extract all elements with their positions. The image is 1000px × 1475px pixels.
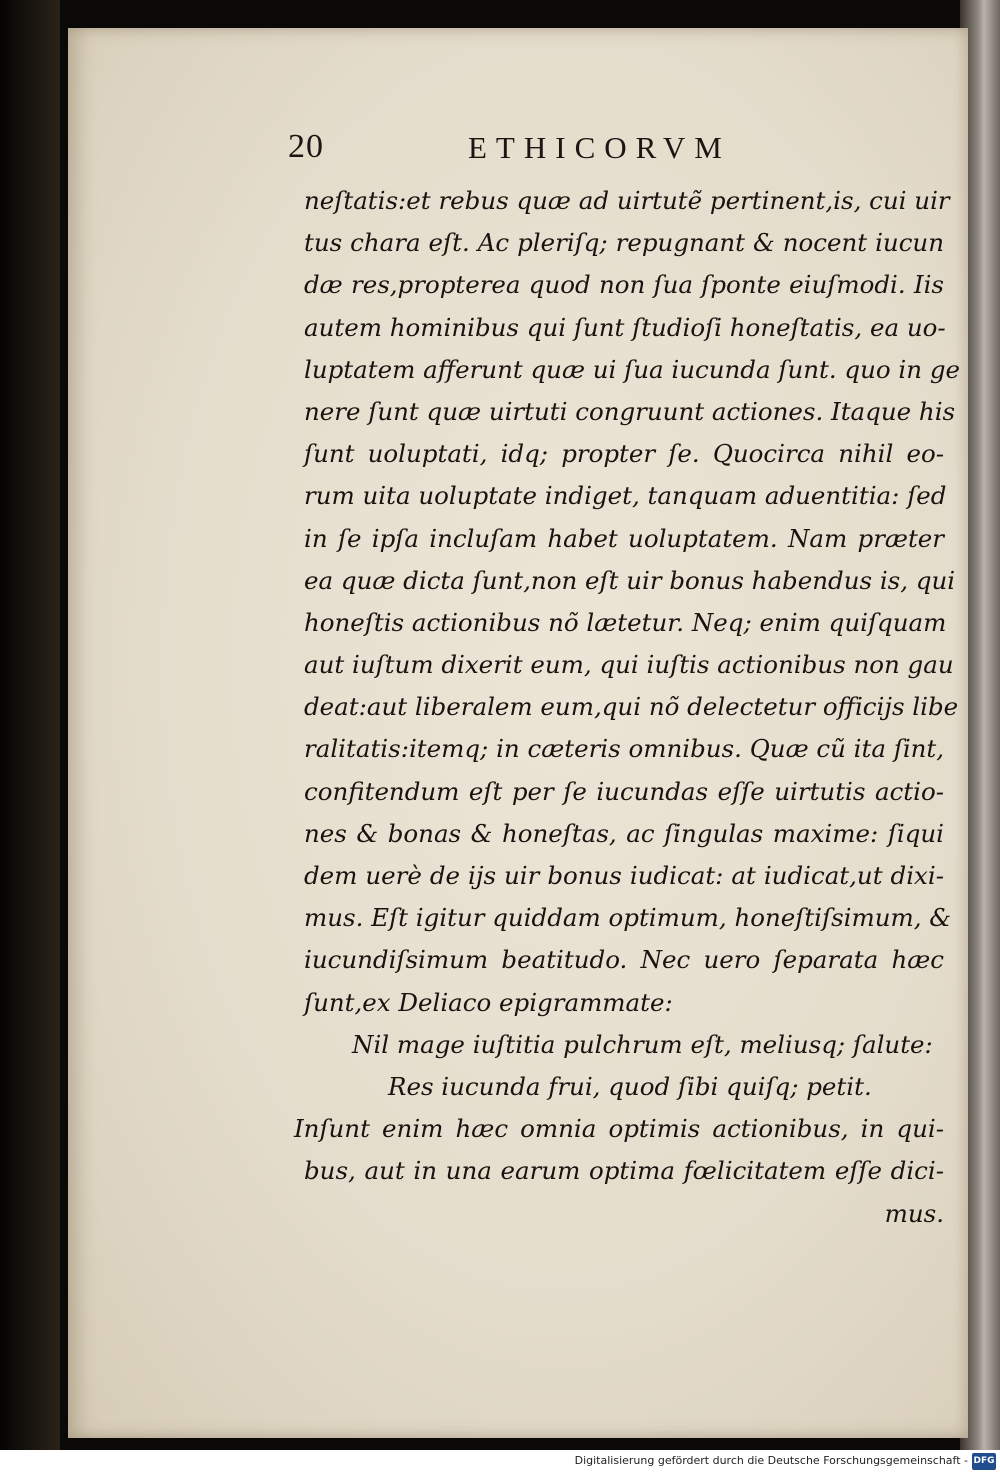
page-number: 20 <box>288 128 324 165</box>
digitization-footer <box>0 1450 1000 1475</box>
verse-line: Res iucunda frui, quod ſibi quiſq; petit. <box>388 1071 872 1101</box>
text-line: neſtatis:et rebus quæ ad uirtutẽ pertinent,is, cui uir <box>304 186 950 215</box>
text-line: ralitatis:itemq; in cæteris omnibus. Quæ cũ ita ſint, <box>304 734 945 764</box>
text-line: nere ſunt quæ uirtuti congruunt actiones. Itaque his <box>304 396 956 426</box>
text-line: deat:aut liberalem eum,qui nõ delectetur officijs libe <box>304 692 959 722</box>
text-line: luptatem afferunt quæ ui ſua iucunda ſunt. quo in ge <box>304 354 961 384</box>
text-line: confitendum eſt per ſe iucundas eſſe uirtutis actio- <box>304 776 944 806</box>
funding-credit: Digitalisierung gefördert durch die Deutsche Forschungsgemeinschaft - <box>574 1454 968 1467</box>
text-line: autem hominibus qui ſunt ſtudioſi honeſtatis, ea uo- <box>304 312 946 342</box>
text-line: ſunt uoluptati, idq; propter ſe. Quocirca nihil eo- <box>304 439 944 469</box>
catchword: mus. <box>884 1198 944 1228</box>
text-line: aut iuſtum dixerit eum, qui iuſtis actionibus non gau <box>304 650 954 680</box>
book-gutter-shadow <box>0 0 60 1450</box>
text-line: iucundiſsimum beatitudo. Nec uero ſeparata hæc <box>304 945 944 975</box>
running-title: ETHICORVM <box>468 130 731 165</box>
verse-line: Nil mage iuſtitia pulchrum eſt, meliusq; ſalute: <box>352 1029 933 1059</box>
text-line: mus. Eſt igitur quiddam optimum, honeſtiſsimum, & <box>304 903 952 933</box>
text-line: bus, aut in una earum optima fœlicitatem eſſe dici- <box>304 1156 944 1186</box>
text-line: nes & bonas & honeſtas, ac ſingulas maxime: ſiqui <box>304 818 944 848</box>
text-line: in ſe ipſa incluſam habet uoluptatem. Nam præter <box>304 523 944 553</box>
text-line: honeſtis actionibus nõ lætetur. Neq; enim quiſquam <box>304 607 947 637</box>
text-line: dem uerè de ijs uir bonus iudicat: at iudicat,ut dixi- <box>304 861 944 890</box>
text-line: Inſunt enim hæc omnia optimis actionibus, in qui- <box>294 1114 944 1144</box>
dfg-logo: DFG <box>972 1453 996 1470</box>
text-line: rum uita uoluptate indiget, tanquam aduentitia: ſed <box>304 481 947 511</box>
text-line: ea quæ dicta ſunt,non eſt uir bonus habendus is, qui <box>304 565 956 595</box>
running-head <box>288 128 788 168</box>
body-text <box>294 180 961 1235</box>
text-line: dæ res,propterea quod non ſua ſponte eiuſmodi. Iis <box>304 270 944 300</box>
text-line: tus chara eſt. Ac pleriſq; repugnant & nocent iucun <box>304 228 944 258</box>
text-line: ſunt,ex Deliaco epigrammate: <box>304 987 673 1017</box>
